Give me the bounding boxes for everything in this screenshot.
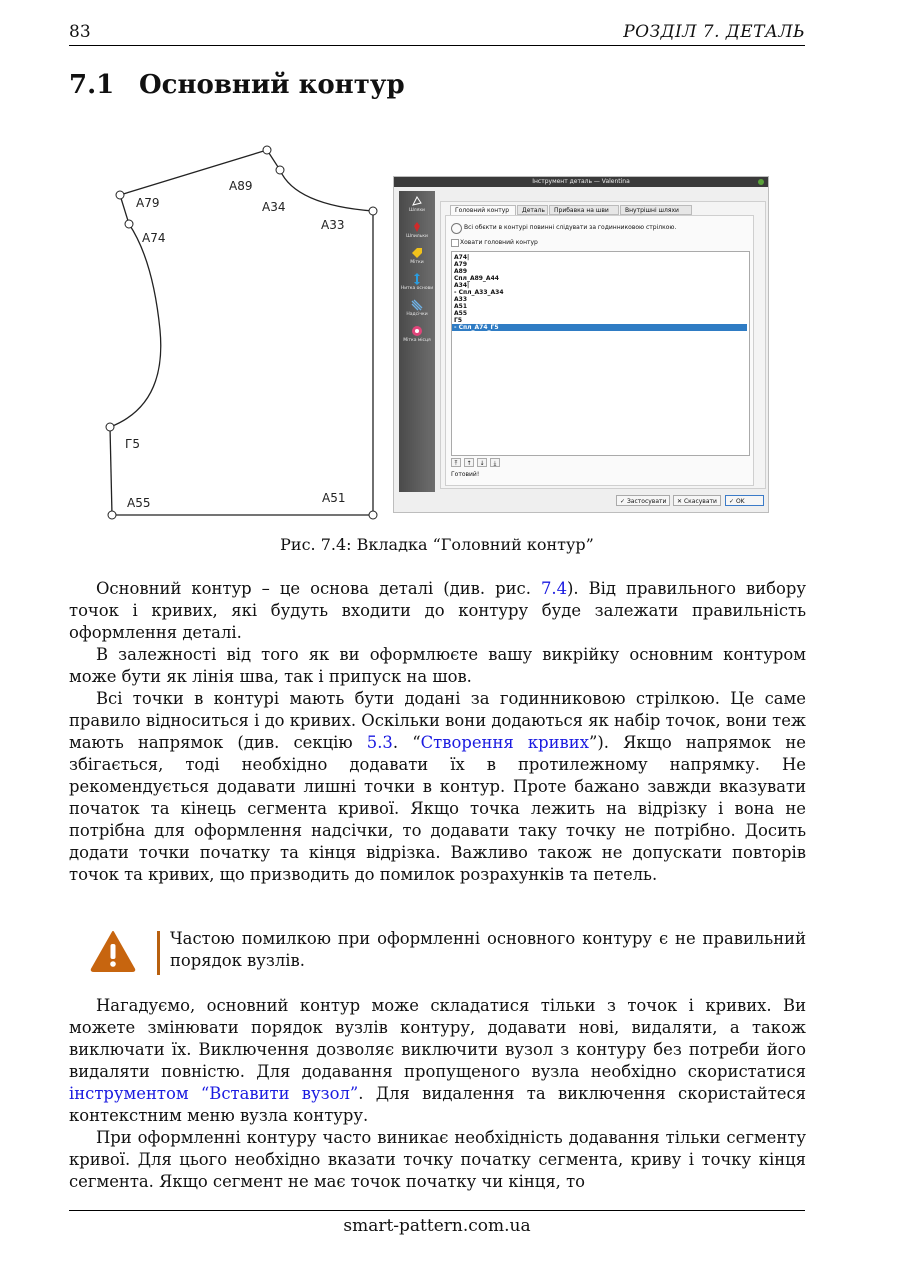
move-bottom-button[interactable]: ⤓ <box>490 458 500 467</box>
tab-seam-allowance[interactable]: Прибавка на шви <box>549 205 619 215</box>
list-item[interactable]: A89 <box>454 268 467 275</box>
move-up-button[interactable]: ↑ <box>464 458 474 467</box>
paragraph: Всі точки в контурі мають бути додані за годинниковою стрілкою. Це саме правило відноситься і до кривих. Оскільки вони додаються як набір точок, вони теж мають напрямок (див. секцію 5.3. “Створення кривих”). Якщо напрямок не збігається, тоді необхідно додавати їх в протилежному напрямку. Не рекомендується додавати лишні точки в контур. Проте бажано завжди вказувати початок та кінець сегмента кривої. Якщо точка лежить на відрізку і вона не потрібна для оформлення надсічки, то додавати таку точку не потрібно. Досить додати точки початку та кінця відрізка. Важливо також не допускати повторів точок та кривих, що призводить до помилок розрахунків та петель. <box>69 689 806 884</box>
section-title-link[interactable]: Створення кривих <box>420 733 589 752</box>
sidebar-label: Нитка основи <box>400 286 434 291</box>
close-icon[interactable] <box>758 179 764 185</box>
sidebar-item-labels[interactable] <box>399 247 435 265</box>
sidebar <box>399 191 435 492</box>
window-titlebar: Інструмент деталь — Valentina <box>394 177 768 187</box>
sidebar-label: Мітка місця <box>403 338 431 343</box>
check-icon: ✓ <box>620 498 626 505</box>
figure-caption: Рис. 7.4: Вкладка “Головний контур” <box>280 535 594 554</box>
body-text-top <box>69 578 806 886</box>
list-item[interactable]: - Спл_A33_A34 <box>454 289 504 296</box>
tab-internal-paths[interactable]: Внутрішні шляхи <box>620 205 692 215</box>
body-text-bottom <box>69 995 806 1193</box>
section-title <box>69 70 405 100</box>
point-g5 <box>106 423 114 431</box>
cancel-label: Скасувати <box>683 498 717 505</box>
hide-main-path-label: Ховати головний контур <box>460 239 538 246</box>
label-icon <box>411 247 423 259</box>
curve-g5-a74 <box>110 224 161 427</box>
list-item[interactable]: A55 <box>454 310 467 317</box>
sidebar-label: Надсічки <box>406 312 428 317</box>
pin-icon <box>411 221 423 233</box>
place-label-icon <box>411 325 423 337</box>
sidebar-label: Шпильки <box>406 234 428 239</box>
hide-main-path-checkbox[interactable] <box>451 239 459 247</box>
warning-icon <box>90 930 136 972</box>
paragraph: Нагадуємо, основний контур може складатися тільки з точок і кривих. Ви можете змінювати порядок вузлів контуру, додавати нові, видаляти, а також виключати їх. Виключення дозволяє виключити вузол з контуру без потреби його видаляти повністю. Для додавання пропущеного вузла необхідно скористатися інструментом “Вставити вузол”. Для видалення та виключення скористайтеся контекстним меню вузла контуру. <box>69 996 806 1125</box>
list-item[interactable]: A33 <box>454 296 467 303</box>
sidebar-item-paths[interactable] <box>399 195 435 213</box>
list-item[interactable]: A51 <box>454 303 467 310</box>
sidebar-item-grainline[interactable] <box>399 273 435 291</box>
label-a89: A89 <box>229 179 253 193</box>
move-down-button[interactable]: ↓ <box>477 458 487 467</box>
apply-label: Застосувати <box>626 498 667 505</box>
paragraph: При оформленні контуру часто виникає необхідність додавання тільки сегменту кривої. Для цього необхідно вказати точку початку сегмента, криву і точку кінця сегмента. Якщо сегмент не має точок початку чи кінця, то <box>69 1128 806 1191</box>
label-a79: A79 <box>136 196 160 210</box>
section-link[interactable]: 5.3 <box>366 733 393 752</box>
list-item[interactable]: A79 <box>454 261 467 268</box>
apply-button[interactable] <box>616 495 670 506</box>
segment-a74-a79 <box>120 195 129 224</box>
sidebar-item-place-label[interactable] <box>399 325 435 343</box>
label-a74: A74 <box>142 231 166 245</box>
paragraph: Основний контур – це основа деталі (див. рис. 7.4). Від правильного вибору точок і кривих, які будуть входити до контуру буде залежати правильність оформлення деталі. <box>69 579 806 642</box>
grainline-icon <box>411 273 423 285</box>
point-a51 <box>369 511 377 519</box>
warning-text: Частою помилкою при оформленні основного контуру є не правильний порядок вузлів. <box>170 929 806 970</box>
point-a33 <box>369 207 377 215</box>
segment-a55-g5 <box>110 427 112 515</box>
point-a55 <box>108 511 116 519</box>
check-icon: ✓ <box>729 498 735 505</box>
path-node-list[interactable] <box>451 251 750 456</box>
insert-node-link[interactable]: інструментом “Вставити вузол” <box>69 1084 359 1103</box>
paths-icon <box>411 195 423 207</box>
list-item[interactable]: A74| <box>454 254 470 261</box>
clockwise-icon <box>451 223 462 234</box>
point-a34 <box>276 166 284 174</box>
status-text: Готовий! <box>451 471 480 478</box>
paragraph: В залежності від того як ви оформлюєте вашу викрійку основним контуром може бути як лінія шва, так і припуск на шов. <box>69 645 806 686</box>
chapter-title: РОЗДІЛ 7. ДЕТАЛЬ <box>623 22 805 42</box>
sidebar-item-notches[interactable] <box>399 299 435 317</box>
label-a34: A34 <box>262 200 286 214</box>
sidebar-label: Мітки <box>410 260 424 265</box>
page-number: 83 <box>69 22 91 42</box>
list-item[interactable]: Спл_A89_A44 <box>454 275 499 282</box>
move-top-button[interactable]: ⤒ <box>451 458 461 467</box>
list-item[interactable]: A34| <box>454 282 470 289</box>
figure-link[interactable]: 7.4 <box>540 579 568 598</box>
header-rule <box>69 45 805 46</box>
label-a55: A55 <box>127 496 151 510</box>
label-g5: Г5 <box>125 437 140 451</box>
footer-site: smart-pattern.com.ua <box>343 1216 531 1236</box>
label-a33: A33 <box>321 218 345 232</box>
pattern-contour-drawing <box>95 140 390 525</box>
list-item[interactable]: Г5 <box>454 317 462 324</box>
warning-bar <box>157 931 160 975</box>
cross-icon: ✕ <box>677 498 683 505</box>
ok-label: OK <box>735 498 745 505</box>
section-heading: Основний контур <box>139 70 405 100</box>
point-a74 <box>125 220 133 228</box>
cancel-button[interactable] <box>673 495 721 506</box>
point-a79 <box>116 191 124 199</box>
clockwise-note: Всі обєкти в контурі повинні слідувати за годинниковою стрілкою. <box>464 224 677 231</box>
point-a89 <box>263 146 271 154</box>
ok-button[interactable] <box>725 495 764 506</box>
footer-rule <box>69 1210 805 1211</box>
tab-main-path[interactable]: Головний контур <box>450 205 516 215</box>
sidebar-label: Шляхи <box>409 208 425 213</box>
list-item-selected[interactable]: - Спл_A74_Г5 <box>452 324 747 331</box>
section-number: 7.1 <box>69 70 115 100</box>
sidebar-item-pins[interactable] <box>399 221 435 239</box>
app-screenshot <box>393 176 769 513</box>
notch-icon <box>411 299 423 311</box>
tab-detail[interactable]: Деталь <box>517 205 548 215</box>
label-a51: A51 <box>322 491 346 505</box>
